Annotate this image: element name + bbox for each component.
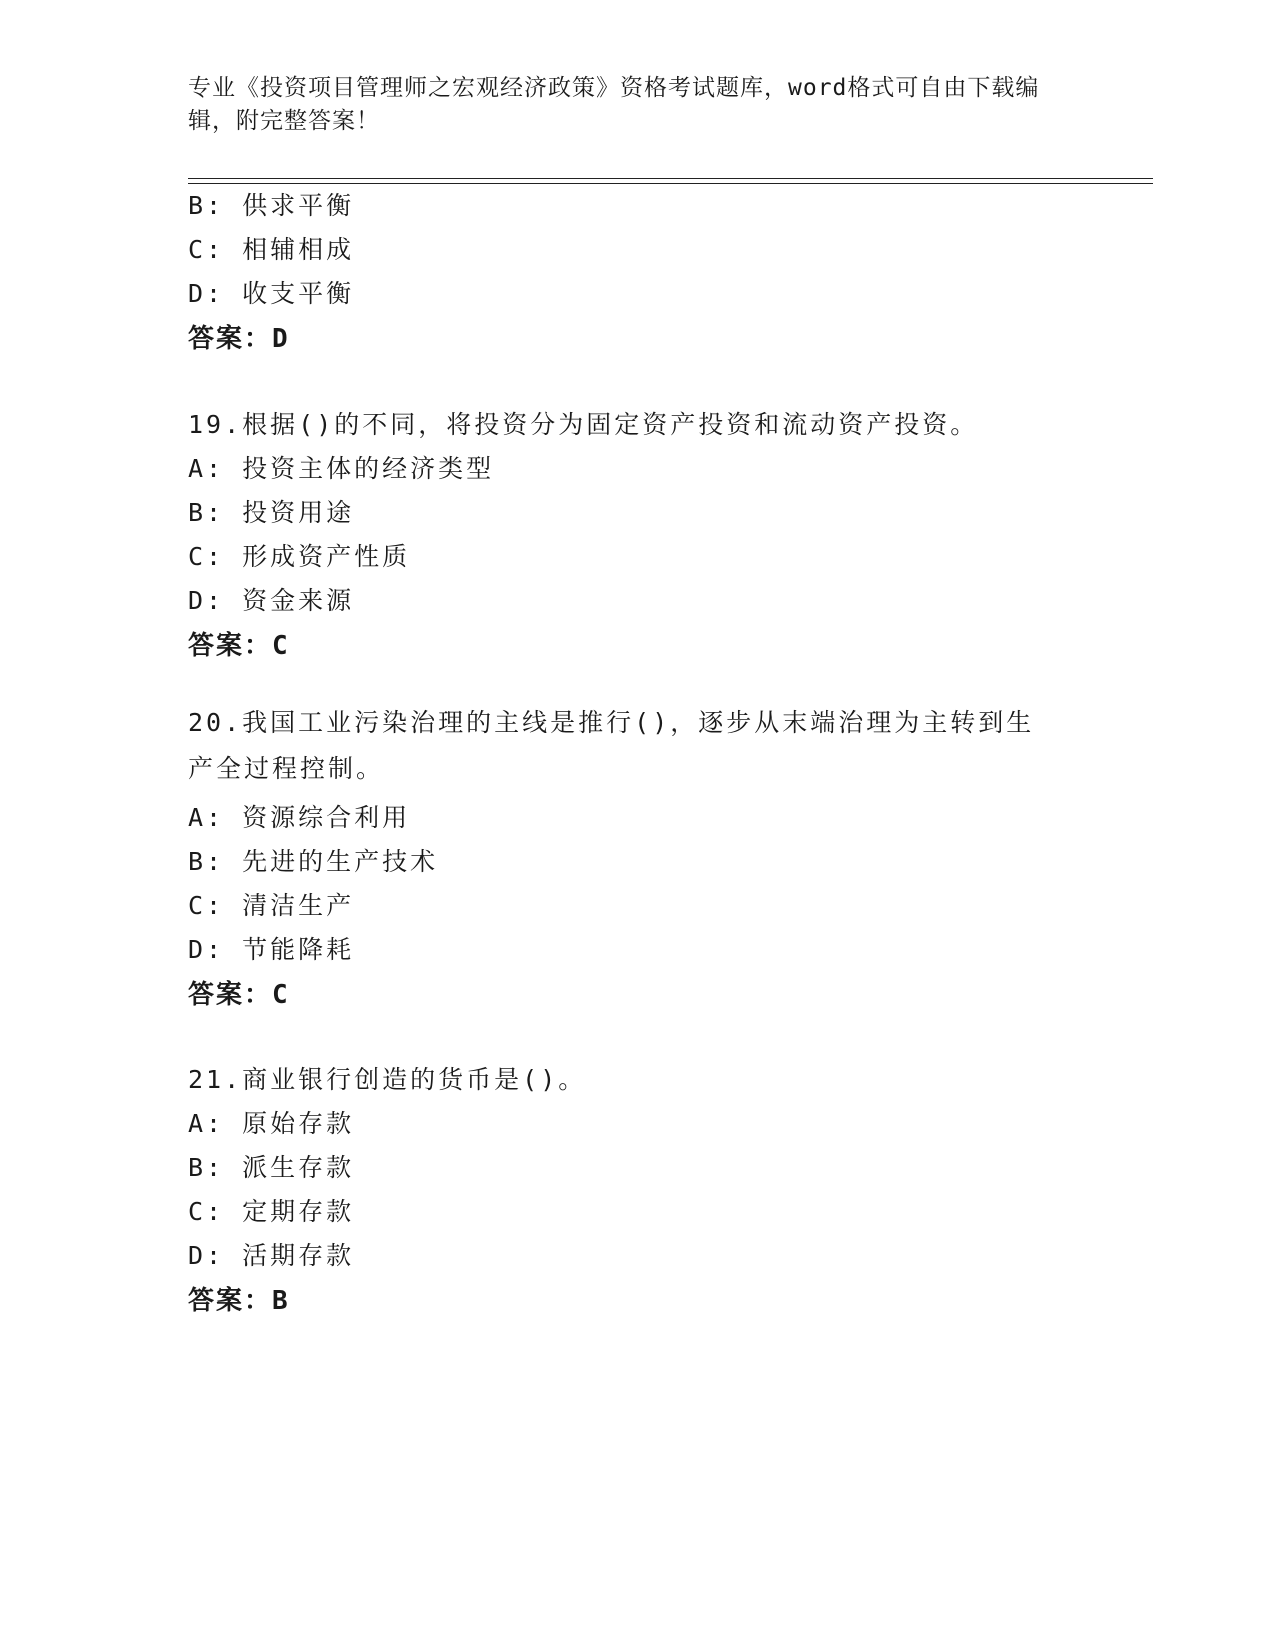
option-b: B: 投资用途	[188, 498, 355, 527]
question-stem: 21.商业银行创造的货币是()。	[188, 1065, 587, 1094]
option-c: C: 清洁生产	[188, 891, 355, 920]
header-rule-bottom	[188, 183, 1153, 184]
question-stem: 20.我国工业污染治理的主线是推行()，逐步从末端治理为主转到生产全过程控制。	[188, 708, 1035, 783]
option-b: B: 供求平衡	[188, 191, 355, 220]
option-d: D: 收支平衡	[188, 279, 355, 308]
option-b: B: 派生存款	[188, 1153, 355, 1182]
answer-line: 答案：C	[188, 631, 290, 661]
option-a: A: 原始存款	[188, 1109, 355, 1138]
option-d: D: 节能降耗	[188, 935, 355, 964]
option-c: C: 定期存款	[188, 1197, 355, 1226]
answer-line: 答案：B	[188, 1286, 290, 1316]
option-c: C: 相辅相成	[188, 235, 355, 264]
option-b: B: 先进的生产技术	[188, 847, 439, 876]
option-a: A: 资源综合利用	[188, 803, 411, 832]
answer-line: 答案：D	[188, 324, 290, 354]
header-rule-top	[188, 178, 1153, 179]
option-d: D: 资金来源	[188, 586, 355, 615]
option-d: D: 活期存款	[188, 1241, 355, 1270]
question-stem: 19.根据()的不同，将投资分为固定资产投资和流动资产投资。	[188, 410, 979, 439]
option-a: A: 投资主体的经济类型	[188, 454, 495, 483]
option-c: C: 形成资产性质	[188, 542, 411, 571]
document-header: 专业《投资项目管理师之宏观经济政策》资格考试题库，word格式可自由下载编辑，附完整答案！	[188, 75, 1040, 134]
answer-line: 答案：C	[188, 980, 290, 1010]
